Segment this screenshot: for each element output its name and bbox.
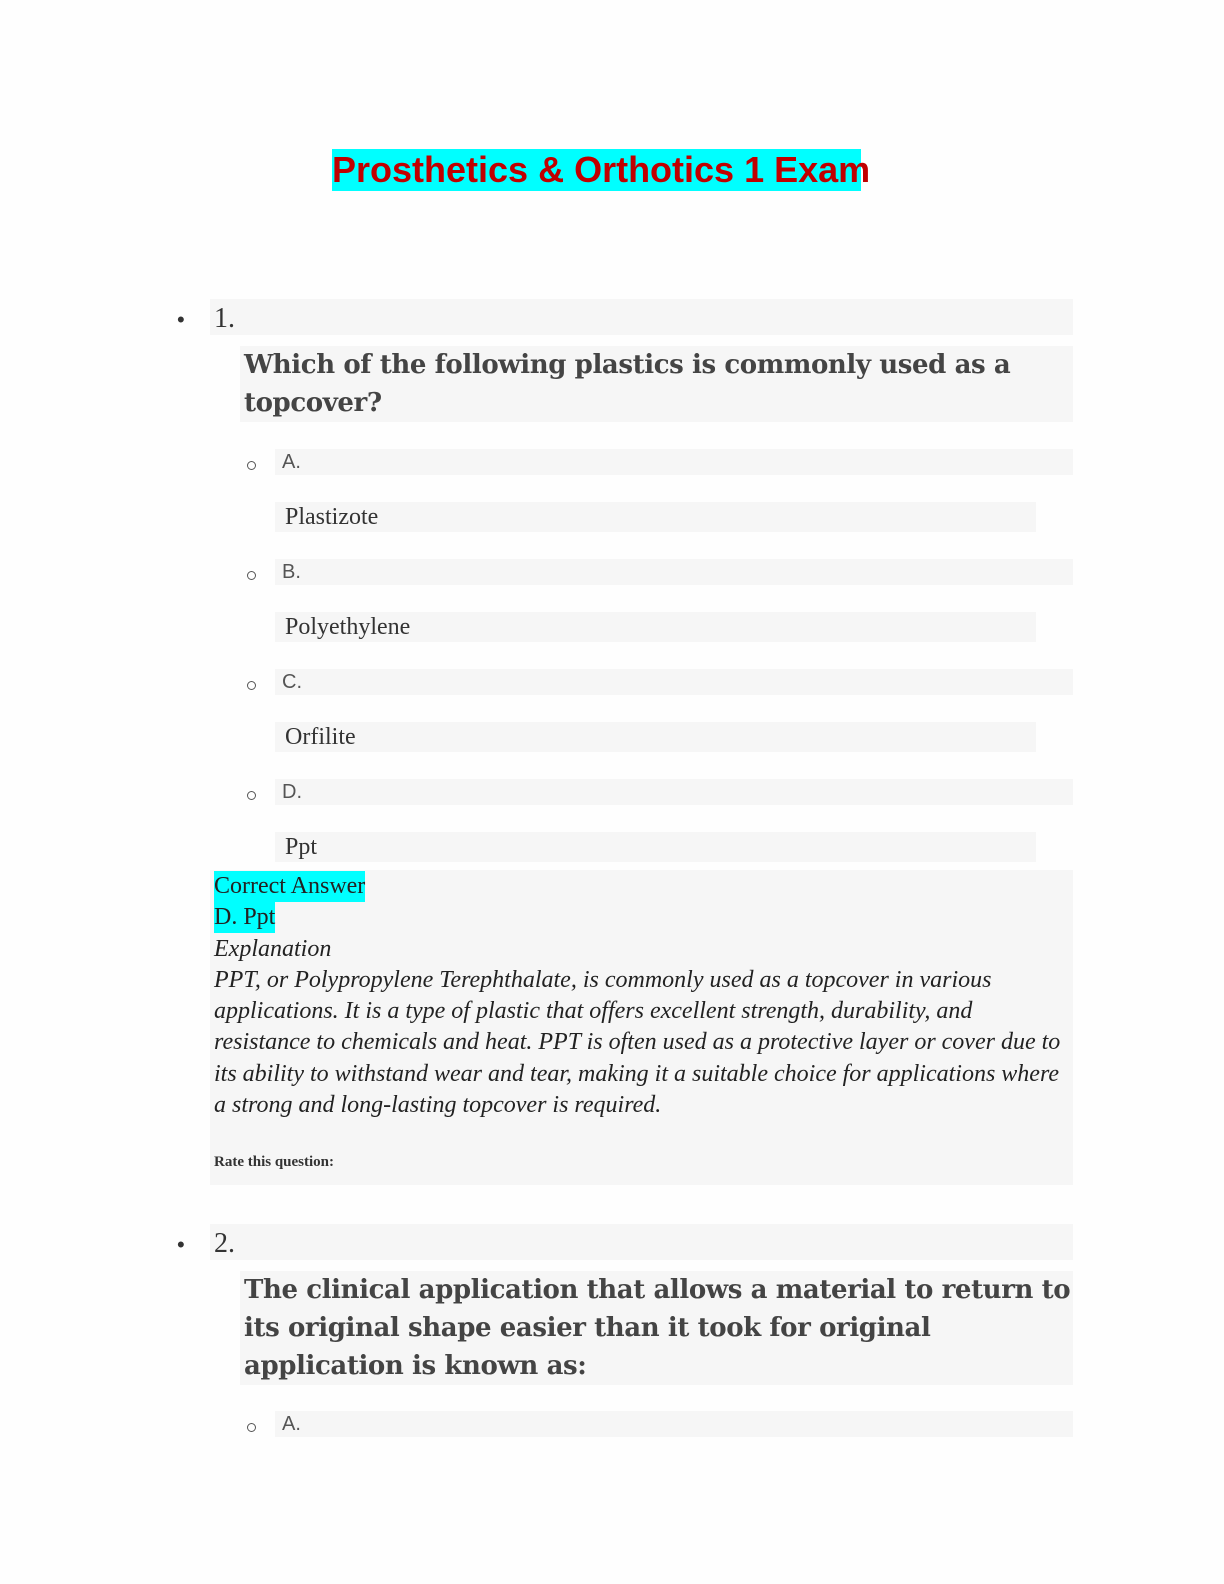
radio-circle-icon[interactable] (247, 1423, 256, 1432)
option-text[interactable]: Polyethylene (285, 614, 411, 640)
option-text[interactable]: Plastizote (285, 504, 379, 530)
option-letter: B. (282, 561, 301, 583)
question-number: 2. (214, 1228, 235, 1259)
question-text: Which of the following plastics is commonly used as a topcover? (244, 350, 1011, 418)
rate-question-label: Rate this question: (214, 1154, 335, 1170)
correct-answer-value: D. Ppt (214, 902, 275, 933)
option-letter-row (275, 1411, 1073, 1437)
option-letter: D. (282, 781, 302, 803)
option-text-background (275, 832, 1036, 862)
radio-circle-icon[interactable] (247, 681, 256, 690)
explanation-label: Explanation (214, 936, 332, 962)
option-letter-row (275, 779, 1073, 805)
option-text-background (275, 722, 1036, 752)
question-number: 1. (214, 303, 235, 334)
option-letter-row (275, 449, 1073, 475)
option-letter-row (275, 559, 1073, 585)
question-number-row (210, 1224, 1073, 1260)
option-letter: A. (282, 451, 301, 473)
option-letter: C. (282, 671, 302, 693)
option-text[interactable]: Orfilite (285, 724, 356, 750)
option-letter-row (275, 669, 1073, 695)
correct-answer-label: Correct Answer (214, 871, 365, 902)
question-text: The clinical application that allows a material to return to its original shape easier than it took for original application is known as: (244, 1275, 1071, 1381)
explanation-text: PPT, or Polypropylene Terephthalate, is commonly used as a topcover in various applications. It is a type of plastic that offers excellent strength, durability, and resistance to chemicals and heat. PPT is often used as a protective layer or cover due to its ability to withstand wear and tear, making it a suitable choice for applications where a strong and long-lasting topcover is required. (214, 967, 1061, 1118)
radio-circle-icon[interactable] (247, 461, 256, 470)
option-letter: A. (282, 1413, 301, 1435)
question-number-row (210, 299, 1073, 335)
radio-circle-icon[interactable] (247, 791, 256, 800)
radio-circle-icon[interactable] (247, 571, 256, 580)
option-text-background (275, 502, 1036, 532)
page-title: Prosthetics & Orthotics 1 Exam (332, 149, 871, 190)
bullet-icon: • (177, 307, 185, 332)
bullet-icon: • (177, 1232, 185, 1257)
option-text[interactable]: Ppt (285, 834, 318, 860)
